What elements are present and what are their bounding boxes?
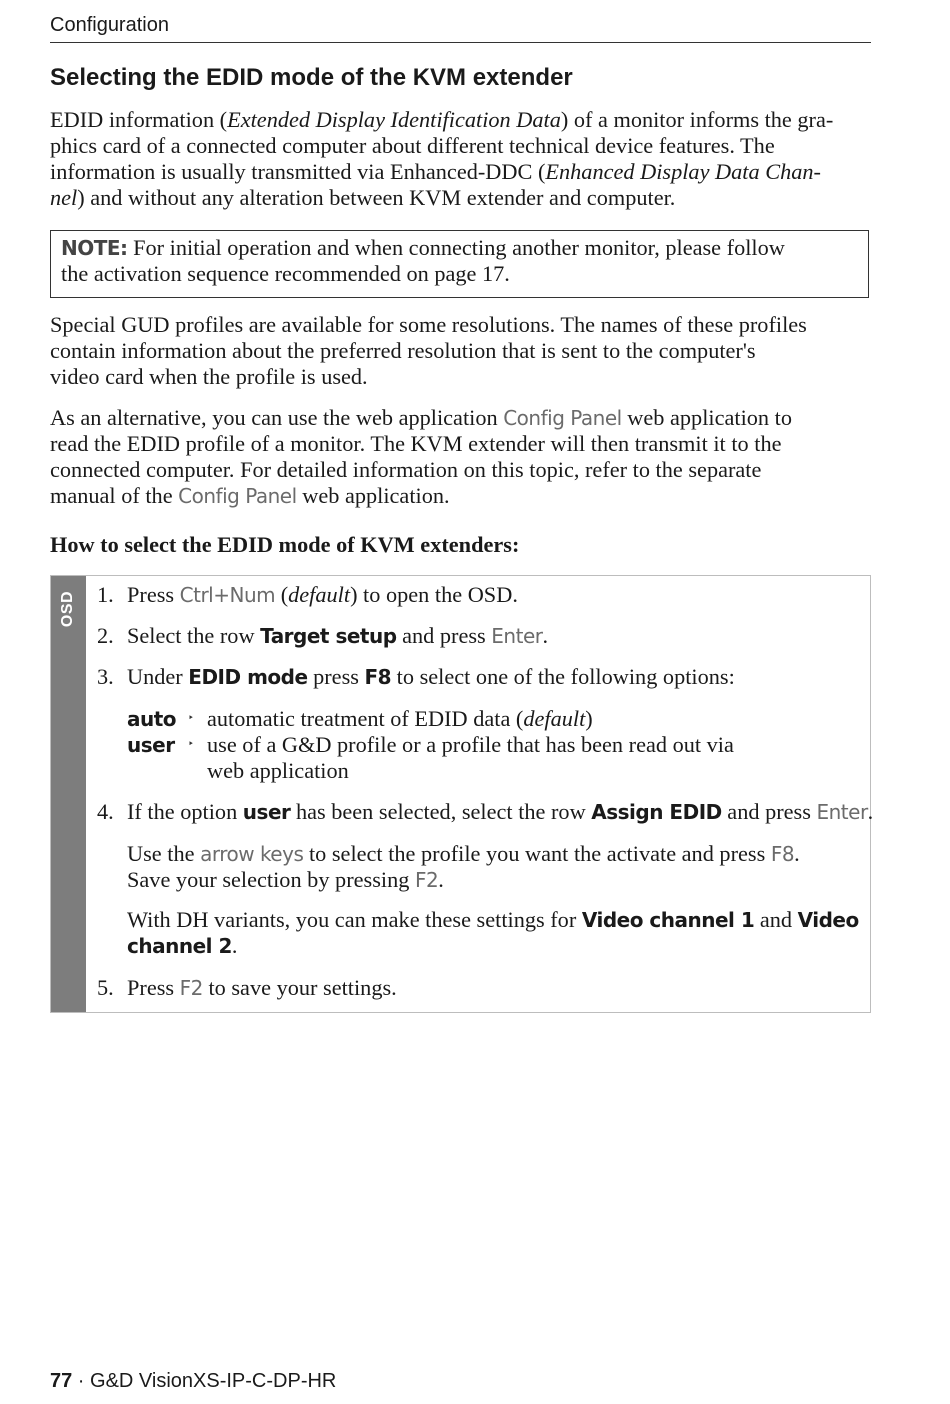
intro-line-2: phics card of a connected computer about different technical device features. The [50, 133, 775, 158]
arrow-right-icon: ‣ [188, 739, 194, 750]
step-4-detail-1: Use the arrow keys to select the profile you want the activate and press F8. [127, 841, 800, 866]
key-f8: F8 [364, 665, 392, 689]
key-ctrl-num: Ctrl+Num [179, 583, 276, 607]
page-number: 77 [50, 1370, 73, 1392]
note-line-2: the activation sequence recommended on page 17. [61, 261, 510, 286]
gud-line-1: Special GUD profiles are available for some resolutions. The names of these profiles [50, 312, 807, 337]
osd-label: OSD [59, 590, 77, 628]
alt-line-1: As an alternative, you can use the web application Config Panel web application to [50, 405, 792, 430]
option-term: user [127, 733, 175, 757]
step-4-detail-3: With DH variants, you can make these settings for Video channel 1 and Video [127, 907, 859, 932]
option-user-continued: web application [207, 758, 349, 783]
intro-line-1: EDID information (Extended Display Identification Data) of a monitor informs the gra- [50, 107, 834, 132]
key-enter: Enter [816, 800, 868, 824]
key-arrow-keys: arrow keys [200, 842, 304, 866]
key-enter: Enter [491, 624, 543, 648]
osd-procedure-box: OSD 1. Press Ctrl+Num (default) to open the OSD. 2. Select the row Target setup and press Enter. 3. Under EDID mode press F8 to select one of the following options: auto ‣ automatic treatment of EDID data (default) user ‣ use of a G&D profile or a profile that has been read out via web application 4. If the option user has been selected, select the row Assign EDID and press Enter. Use the arrow keys to select the profile you want the activate and press F8. Save your selection by pressing F2. With DH variants, you can make these settings for Video channel 1 and Video channel 2. 5. Press F2 to save your settings. [50, 575, 871, 1013]
key-f8: F8 [770, 842, 795, 866]
note-line-1: NOTE: For initial operation and when connecting another monitor, please follow [61, 235, 785, 260]
procedure-heading: How to select the EDID mode of KVM extenders: [50, 532, 520, 557]
menu-term-video-channel-2: Video [797, 908, 859, 932]
page-footer [50, 1370, 336, 1393]
menu-term-target-setup: Target setup [260, 624, 397, 648]
menu-term-assign-edid: Assign EDID [591, 800, 722, 824]
key-f2: F2 [414, 868, 439, 892]
osd-sidebar [51, 576, 86, 1012]
alt-line-4: manual of the Config Panel web application. [50, 483, 450, 508]
running-header-text: Configuration [50, 14, 169, 36]
intro-line-4: nel) and without any alteration between KVM extender and computer. [50, 185, 676, 210]
alt-line-3: connected computer. For detailed information on this topic, refer to the separate [50, 457, 762, 482]
menu-term-video-channel-1: Video channel 1 [581, 908, 755, 932]
note-label: NOTE: [61, 236, 128, 260]
running-header [50, 14, 871, 43]
arrow-right-icon: ‣ [188, 713, 194, 724]
product-name: G&D VisionXS-IP-C-DP-HR [90, 1370, 337, 1392]
alt-line-2: read the EDID profile of a monitor. The KVM extender will then transmit it to the [50, 431, 782, 456]
config-panel-term: Config Panel [178, 484, 297, 508]
option-term: auto [127, 707, 177, 731]
note-box [50, 230, 869, 298]
option-term-user: user [242, 800, 291, 824]
menu-term-edid-mode: EDID mode [188, 665, 308, 689]
step-4-detail-2: Save your selection by pressing F2. [127, 867, 444, 892]
gud-line-2: contain information about the preferred resolution that is sent to the computer's [50, 338, 756, 363]
section-title: Selecting the EDID mode of the KVM extender [50, 64, 573, 91]
menu-term-video-channel-2: channel 2 [127, 934, 232, 958]
key-f2: F2 [179, 976, 203, 1000]
gud-line-3: video card when the profile is used. [50, 364, 368, 389]
intro-line-3: information is usually transmitted via Enhanced-DDC (Enhanced Display Data Chan- [50, 159, 821, 184]
config-panel-term: Config Panel [503, 406, 622, 430]
step-4-detail-4: channel 2. [127, 933, 238, 958]
footer-separator: · [72, 1370, 91, 1392]
